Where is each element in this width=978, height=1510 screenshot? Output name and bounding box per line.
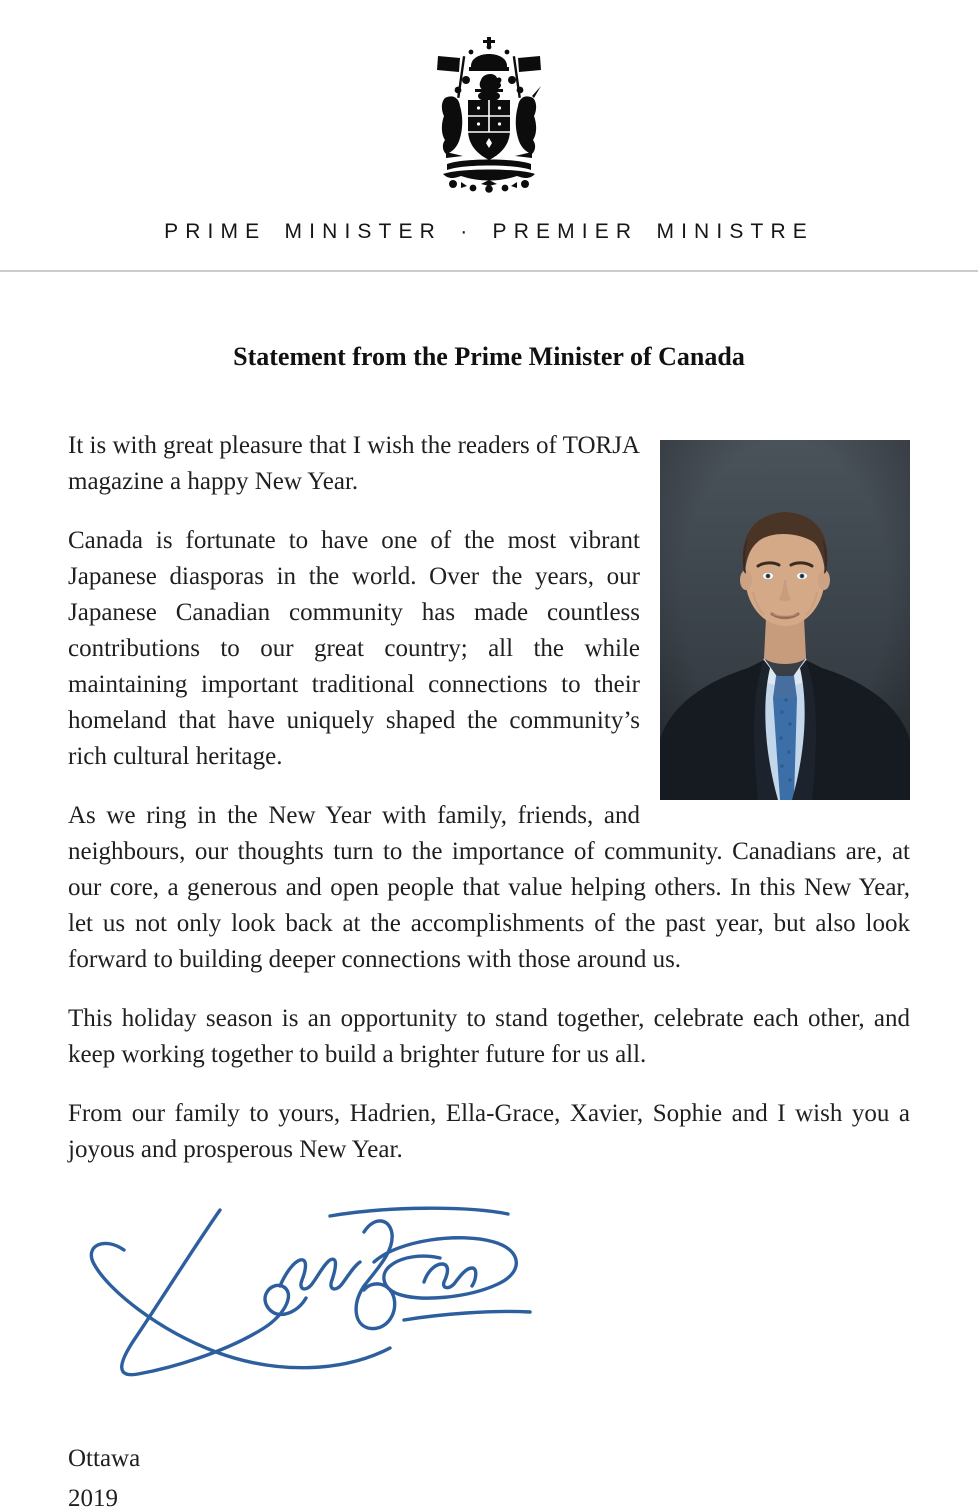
closing-block: [68, 1439, 910, 1510]
pm-portrait-image: [660, 440, 910, 800]
pm-portrait-photo: [660, 440, 910, 800]
statement-paragraph: Canada is fortunate to have one of the most vibrant Japanese diasporas in the world. Over the years, our Japanese Canadian community has made countless contributions to our great country; all the while maintaining important traditional connections to their homeland that have uniquely shaped the community’s rich cultural heritage.: [68, 527, 640, 770]
closing-year: 2019: [68, 1485, 118, 1510]
letterhead-crest: [0, 0, 978, 196]
statement-body: [0, 342, 978, 1510]
closing-place: Ottawa: [68, 1445, 141, 1472]
pm-signature: [68, 1196, 910, 1391]
statement-paragraph: This holiday season is an opportunity to stand together, celebrate each other, and keep working together to build a brighter future for us all.: [68, 1005, 910, 1068]
statement-title: Statement from the Prime Minister of Canada: [233, 342, 745, 371]
statement-paragraph: As we ring in the New Year with family, friends, and neighbours, our thoughts turn to the importance of community. Canadians are, at our core, a generous and open people that value helping others. In this New Year, let us not only look back at the accomplishments of the past year, but also look forward to building deeper connections with those around us.: [68, 802, 910, 973]
canada-coat-of-arms-icon: [433, 36, 545, 196]
statement-paragraph: From our family to yours, Hadrien, Ella-Grace, Xavier, Sophie and I wish you a joyous and prosperous New Year.: [68, 1100, 910, 1163]
letterhead-divider: [0, 270, 978, 272]
pm-signature-ink: [68, 1196, 538, 1386]
letterhead-wordmark: PRIME MINISTER · PREMIER MINISTRE: [164, 220, 814, 243]
statement-paragraph: It is with great pleasure that I wish the readers of TORJA magazine a happy New Year.: [68, 432, 640, 495]
